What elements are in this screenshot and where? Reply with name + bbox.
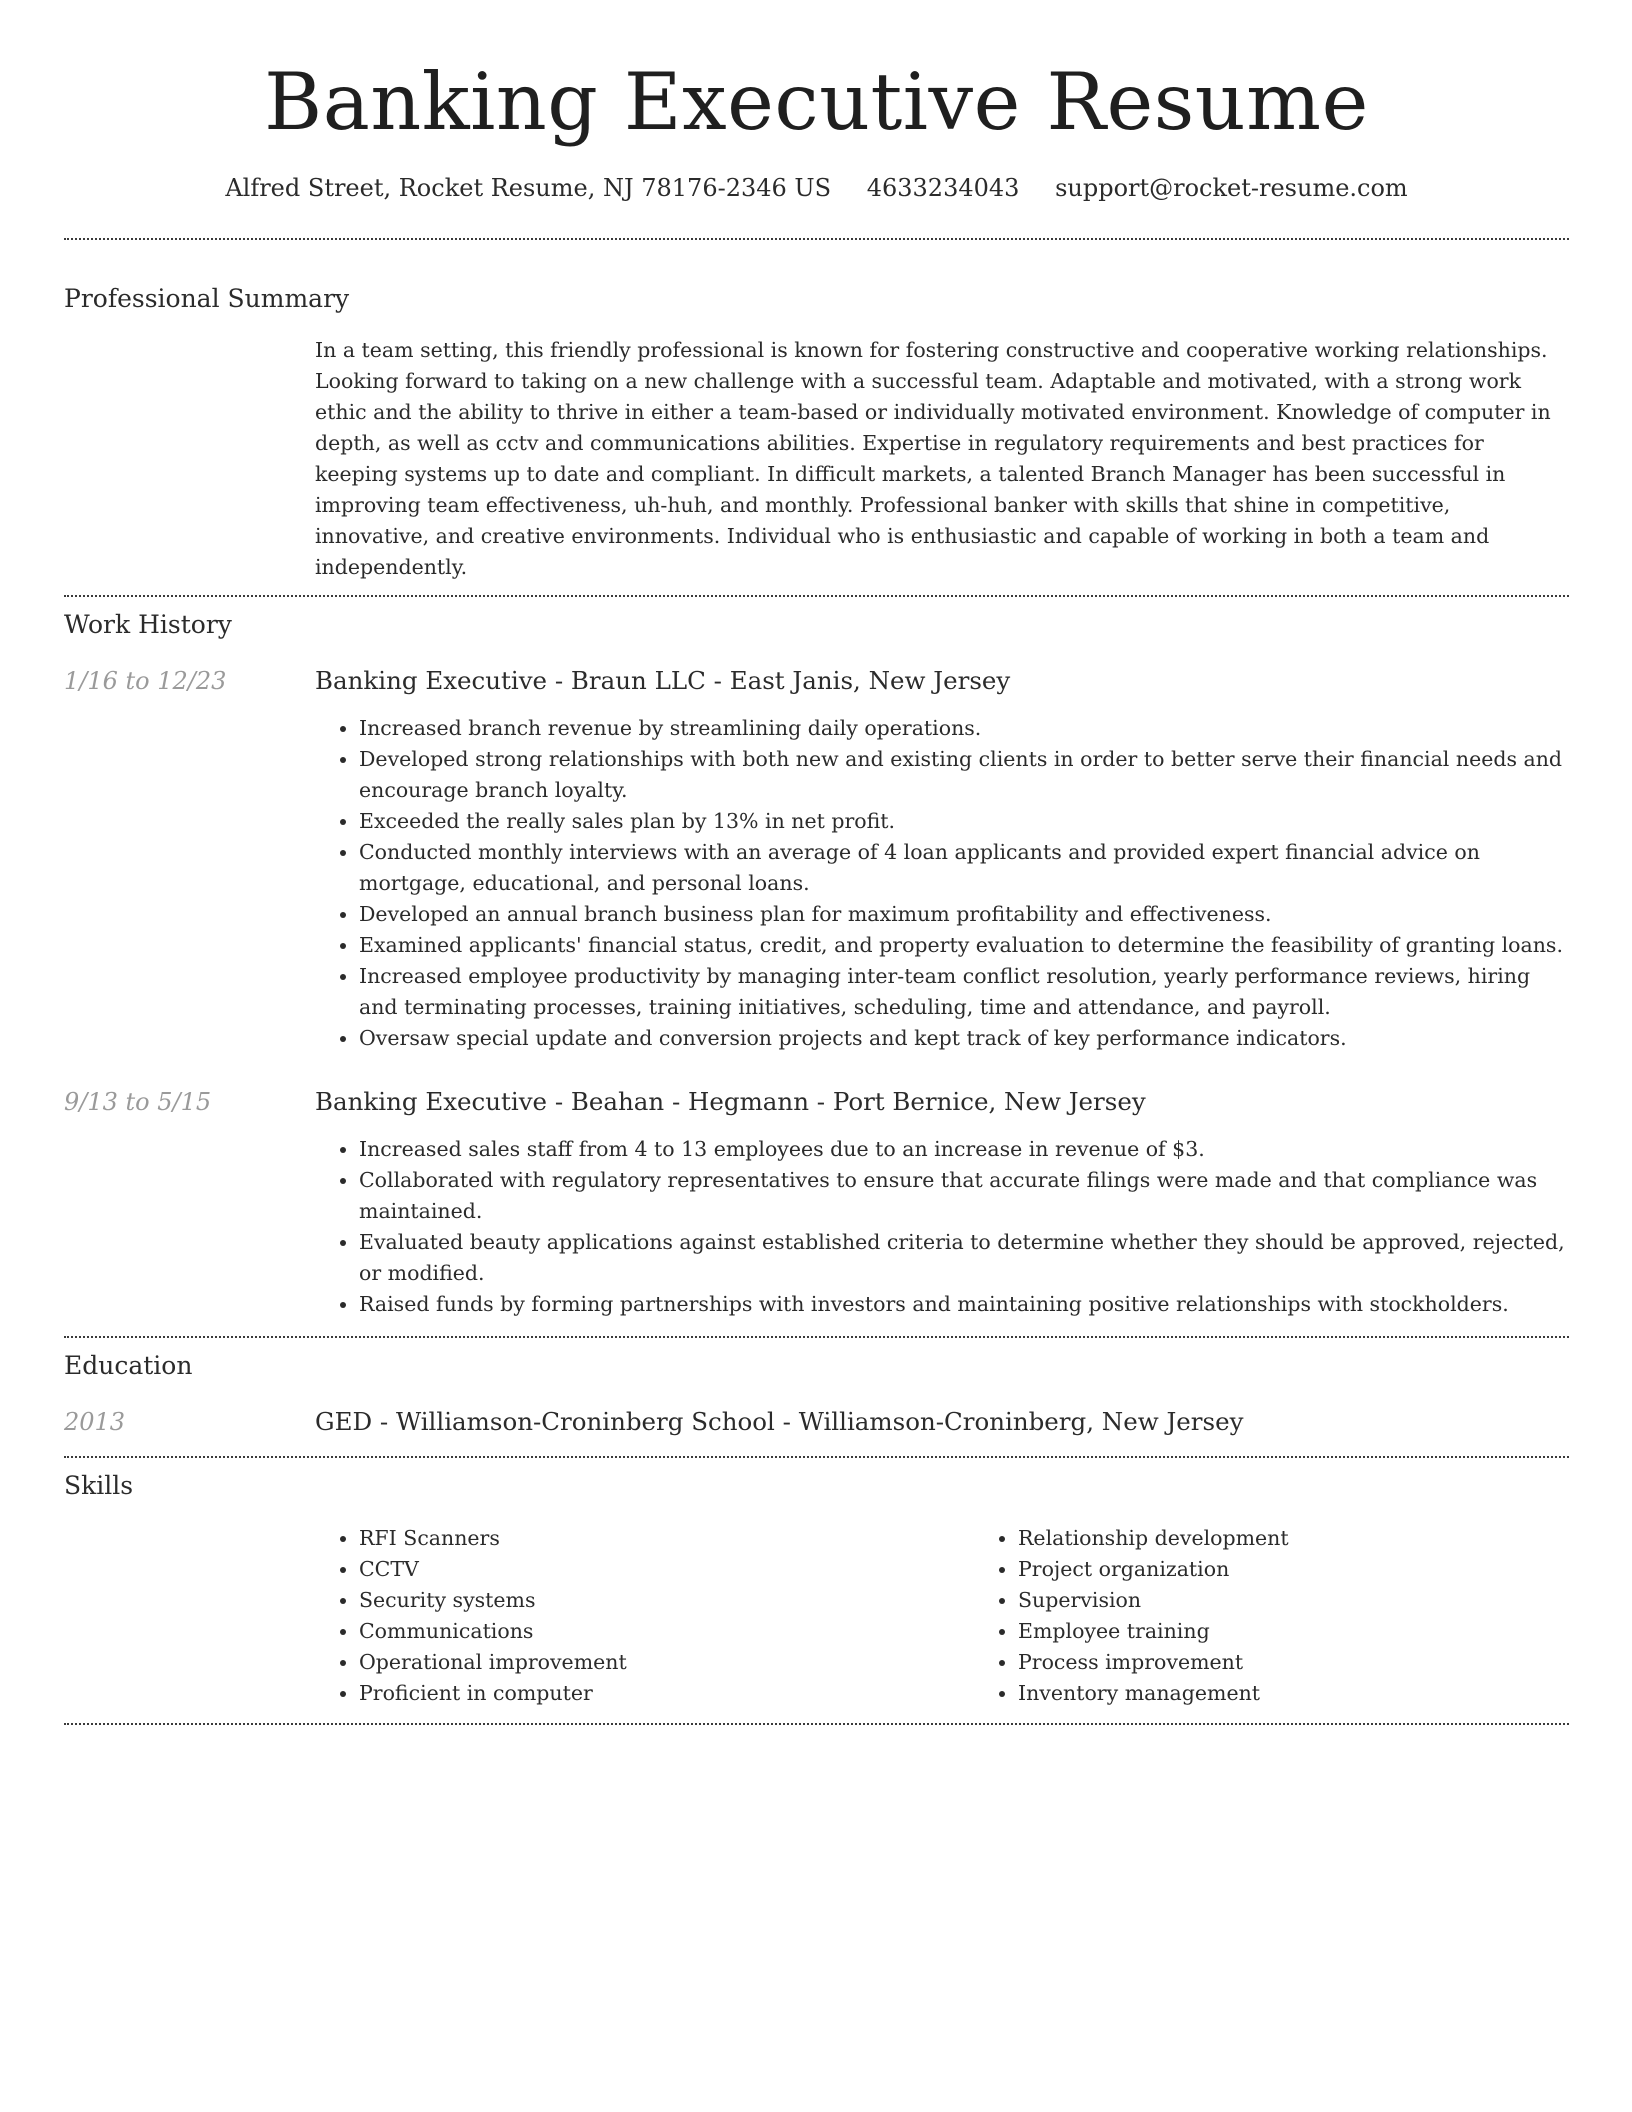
resume-title: Banking Executive Resume [264, 56, 1369, 148]
skill-item: • RFI Scanners [359, 1523, 974, 1554]
job-title: Banking Executive - Beahan - Hegmann - Port Bernice, New Jersey [315, 1087, 1146, 1116]
contact-email: support@rocket-resume.com [1055, 174, 1408, 202]
contact-phone: 4633234043 [866, 174, 1020, 202]
skill-item: • Process improvement [1018, 1647, 1632, 1678]
job-dates: 1/16 to 12/23 [64, 667, 227, 695]
skills-row [64, 1523, 1569, 1709]
job-entry [64, 1085, 1569, 1320]
skill-item: • Supervision [1018, 1585, 1632, 1616]
education-entry [64, 1405, 1569, 1439]
contact-line [64, 172, 1569, 204]
summary-text: In a team setting, this friendly professional is known for fostering constructive and cooperative working relationships. Looking forward to taking on a new challenge with a successful team. Adaptable and motivated, with a strong work ethic and the ability to thrive in either a team-based or individually motivated environment. Knowledge of computer in depth, as well as cctv and communications abilities. Expertise in regulatory requirements and best practices for keeping systems up to date and compliant. In difficult markets, a talented Branch Manager has been successful in improving team effectiveness, uh-huh, and monthly. Professional banker with skills that shine in competitive, innovative, and creative environments. Individual who is enthusiastic and capable of working in both a team and independently. [315, 338, 1551, 579]
section-divider [64, 238, 1569, 240]
skill-item: • Employee training [1018, 1616, 1632, 1647]
job-bullet: • Developed strong relationships with both new and existing clients in order to better serve their financial needs and encourage branch loyalty. [359, 744, 1569, 806]
section-divider [64, 1336, 1569, 1338]
skill-item: • CCTV [359, 1554, 974, 1585]
job-bullet: • Evaluated beauty applications against established criteria to determine whether they should be approved, rejected, or modified. [359, 1227, 1569, 1289]
skill-item: • Operational improvement [359, 1647, 974, 1678]
job-bullet: • Conducted monthly interviews with an average of 4 loan applicants and provided expert financial advice on mortgage, educational, and personal loans. [359, 837, 1569, 899]
summary-row [64, 335, 1569, 583]
job-bullet: • Increased employee productivity by managing inter-team conflict resolution, yearly performance reviews, hiring and terminating processes, training initiatives, scheduling, time and attendance, and payroll. [359, 961, 1569, 1023]
job-bullet: • Developed an annual branch business plan for maximum profitability and effectiveness. [359, 899, 1569, 930]
job-bullet: • Oversaw special update and conversion projects and kept track of key performance indicators. [359, 1023, 1569, 1054]
skill-item: • Proficient in computer [359, 1678, 974, 1709]
skills-list-right [974, 1523, 1632, 1709]
job-bullets [315, 1134, 1569, 1320]
job-title: Banking Executive - Braun LLC - East Janis, New Jersey [315, 666, 1011, 695]
education-title: GED - Williamson-Croninberg School - Williamson-Croninberg, New Jersey [315, 1407, 1244, 1436]
contact-address: Alfred Street, Rocket Resume, NJ 78176-2346 US [225, 174, 832, 202]
skills-list-left [315, 1523, 974, 1709]
skill-item: • Relationship development [1018, 1523, 1632, 1554]
education-year: 2013 [64, 1408, 126, 1436]
skills-heading: Skills [64, 1471, 134, 1500]
skill-item: • Project organization [1018, 1554, 1632, 1585]
job-bullet: • Exceeded the really sales plan by 13% in net profit. [359, 806, 1569, 837]
job-dates: 9/13 to 5/15 [64, 1088, 212, 1116]
section-divider [64, 1456, 1569, 1458]
summary-heading: Professional Summary [64, 284, 350, 313]
job-bullet: • Raised funds by forming partnerships with investors and maintaining positive relationships with stockholders. [359, 1289, 1569, 1320]
skill-item: • Inventory management [1018, 1678, 1632, 1709]
job-bullet: • Collaborated with regulatory representatives to ensure that accurate filings were made and that compliance was maintained. [359, 1165, 1569, 1227]
job-bullet: • Increased branch revenue by streamlining daily operations. [359, 713, 1569, 744]
education-heading: Education [64, 1351, 193, 1380]
job-bullet: • Increased sales staff from 4 to 13 employees due to an increase in revenue of $3. [359, 1134, 1569, 1165]
job-entry [64, 664, 1569, 1054]
resume-page [64, 0, 1569, 1725]
section-divider [64, 595, 1569, 597]
section-divider [64, 1723, 1569, 1725]
skill-item: • Communications [359, 1616, 974, 1647]
job-bullets [315, 713, 1569, 1054]
work-history-heading: Work History [64, 610, 232, 639]
job-bullet: • Examined applicants' financial status, credit, and property evaluation to determine the feasibility of granting loans. [359, 930, 1569, 961]
skill-item: • Security systems [359, 1585, 974, 1616]
